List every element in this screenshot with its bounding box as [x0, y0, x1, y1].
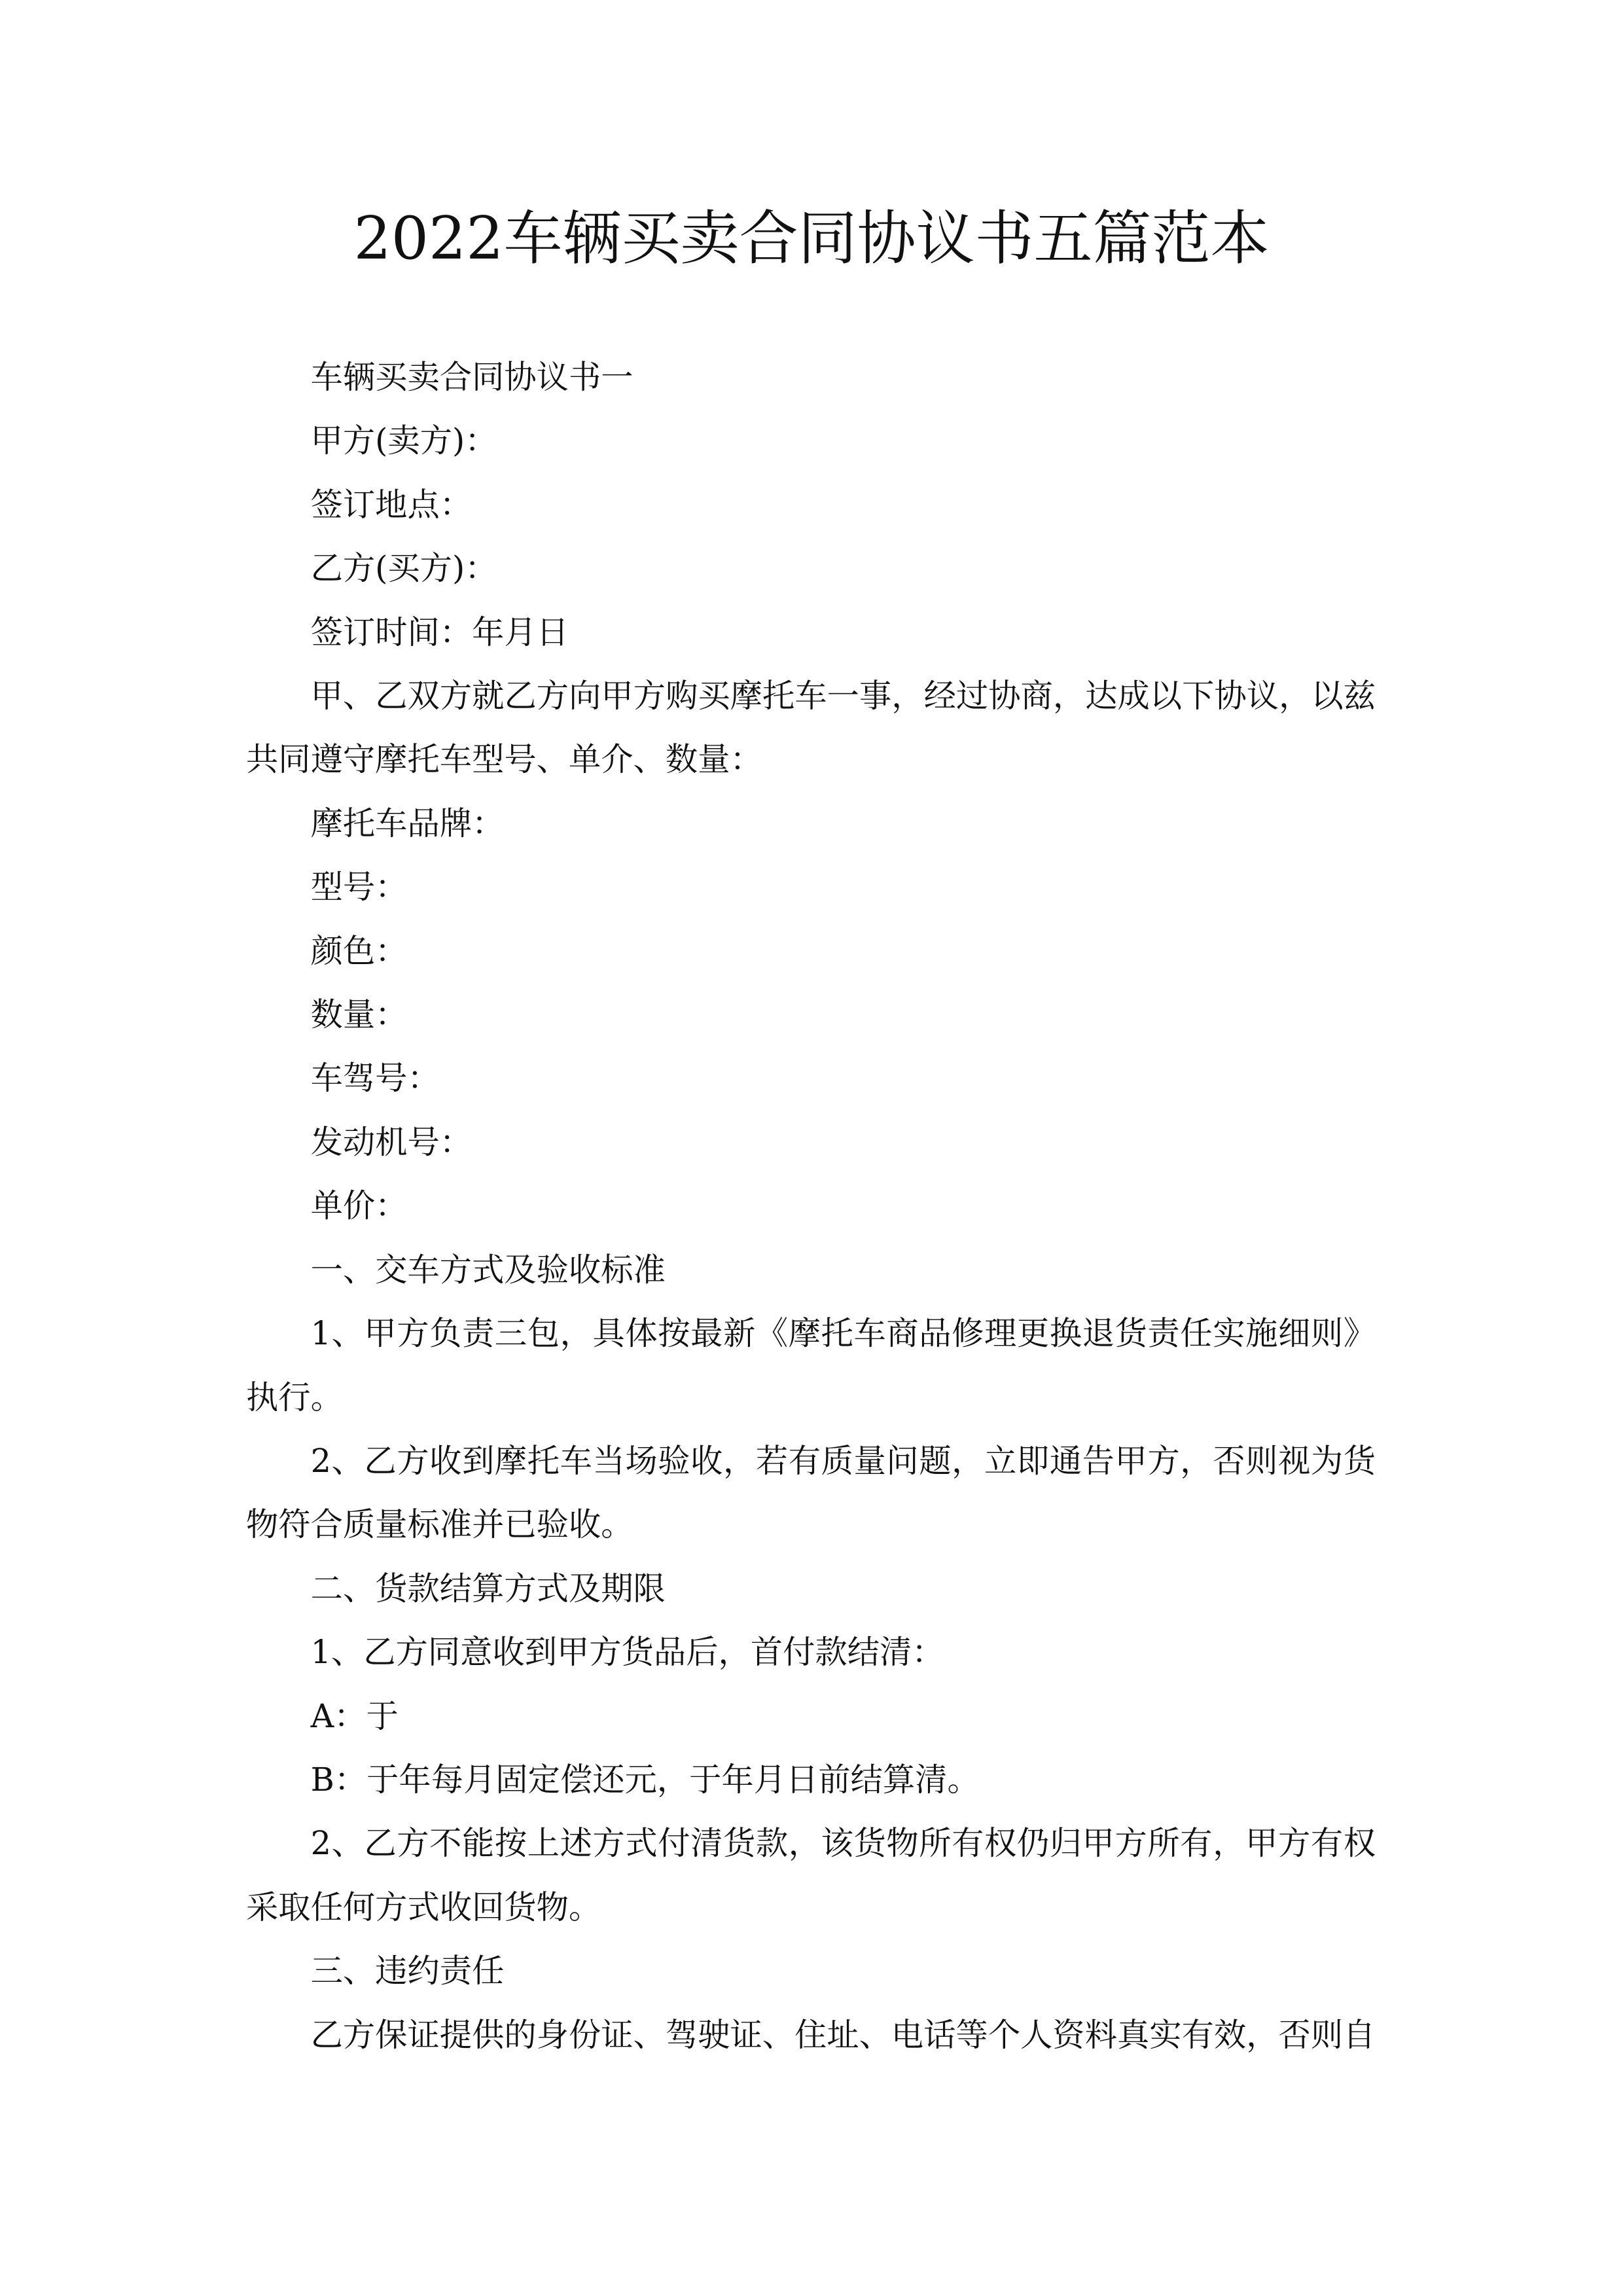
clause-paragraph: 1、乙方同意收到甲方货品后，首付款结清：	[310, 1633, 944, 1672]
clause-paragraph: 乙方保证提供的身份证、驾驶证、住址、电话等个人资料真实有效，否则自	[310, 2015, 1376, 2054]
engine-number-field: 发动机号：	[310, 1122, 473, 1161]
section-heading: 车辆买卖合同协议书一	[310, 358, 633, 396]
clause-paragraph: A：于	[310, 1696, 399, 1735]
clause-heading-3: 三、违约责任	[310, 1952, 505, 1990]
frame-number-field: 车驾号：	[310, 1059, 440, 1098]
signing-time-field: 签订时间：年月日	[310, 613, 569, 651]
clause-paragraph: B：于年每月固定偿还元，于年月日前结算清。	[310, 1760, 980, 1799]
quantity-field: 数量：	[310, 996, 408, 1034]
document-body	[246, 346, 1376, 2067]
color-field: 颜色：	[310, 931, 408, 970]
unit-price-field: 单价：	[310, 1187, 408, 1225]
model-field: 型号：	[310, 868, 408, 906]
party-b-field: 乙方(买方)：	[310, 549, 497, 588]
preamble-paragraph: 甲、乙双方就乙方向甲方购买摩托车一事，经过协商，达成以下协议，以兹共同遵守摩托车型号、单介、数量：	[246, 677, 1376, 779]
brand-field: 摩托车品牌：	[310, 804, 505, 842]
clause-heading-1: 一、交车方式及验收标准	[310, 1250, 666, 1289]
clause-paragraph: 2、乙方收到摩托车当场验收，若有质量问题，立即通告甲方，否则视为货物符合质量标准并已验收。	[246, 1441, 1376, 1544]
clause-paragraph: 2、乙方不能按上述方式付清货款，该货物所有权仍归甲方所有，甲方有权采取任何方式收回货物。	[246, 1824, 1376, 1926]
document-title: 2022车辆买卖合同协议书五篇范本	[353, 204, 1270, 273]
party-a-field: 甲方(卖方)：	[310, 422, 497, 460]
clause-paragraph: 1、甲方负责三包，具体按最新《摩托车商品修理更换退货责任实施细则》执行。	[246, 1314, 1376, 1416]
clause-heading-2: 二、货款结算方式及期限	[310, 1569, 666, 1607]
signing-location-field: 签订地点：	[310, 485, 473, 524]
